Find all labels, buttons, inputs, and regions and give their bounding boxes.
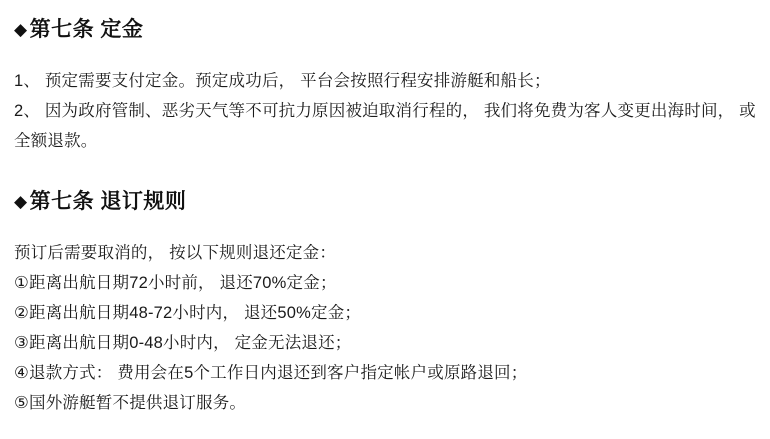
paragraph: 预订后需要取消的， 按以下规则退还定金： bbox=[14, 243, 337, 262]
paragraph: 1、 预定需要支付定金。预定成功后， 平台会按照行程安排游艇和船长； bbox=[14, 72, 551, 91]
section-deposit bbox=[14, 10, 756, 156]
diamond-bullet-icon: ◆ bbox=[14, 192, 28, 212]
section-cancellation bbox=[14, 188, 756, 417]
section-body-deposit bbox=[14, 66, 756, 156]
list-item: ③距离出航日期0-48小时内， 定金无法退还； bbox=[14, 333, 352, 352]
paragraph: 2、 因为政府管制、恶劣天气等不可抗力原因被迫取消行程的， 我们将免费为客人变更出海时间， 或全额退款。 bbox=[14, 102, 756, 151]
section-heading-deposit bbox=[14, 10, 756, 43]
section-heading-cancellation bbox=[14, 188, 756, 215]
list-item: ①距离出航日期72小时前， 退还70%定金； bbox=[14, 273, 337, 292]
section-heading-deposit-text: 第七条 定金 bbox=[29, 18, 144, 41]
diamond-bullet-icon: ◆ bbox=[14, 20, 28, 40]
list-item: ②距离出航日期48-72小时内， 退还50%定金； bbox=[14, 303, 362, 322]
section-body-cancellation bbox=[14, 238, 756, 418]
list-item: ⑤国外游艇暂不提供退订服务。 bbox=[14, 393, 247, 412]
section-heading-cancellation-text: 第七条 退订规则 bbox=[29, 190, 187, 214]
list-item: ④退款方式： 费用会在5个工作日内退还到客户指定帐户或原路退回； bbox=[14, 363, 528, 382]
